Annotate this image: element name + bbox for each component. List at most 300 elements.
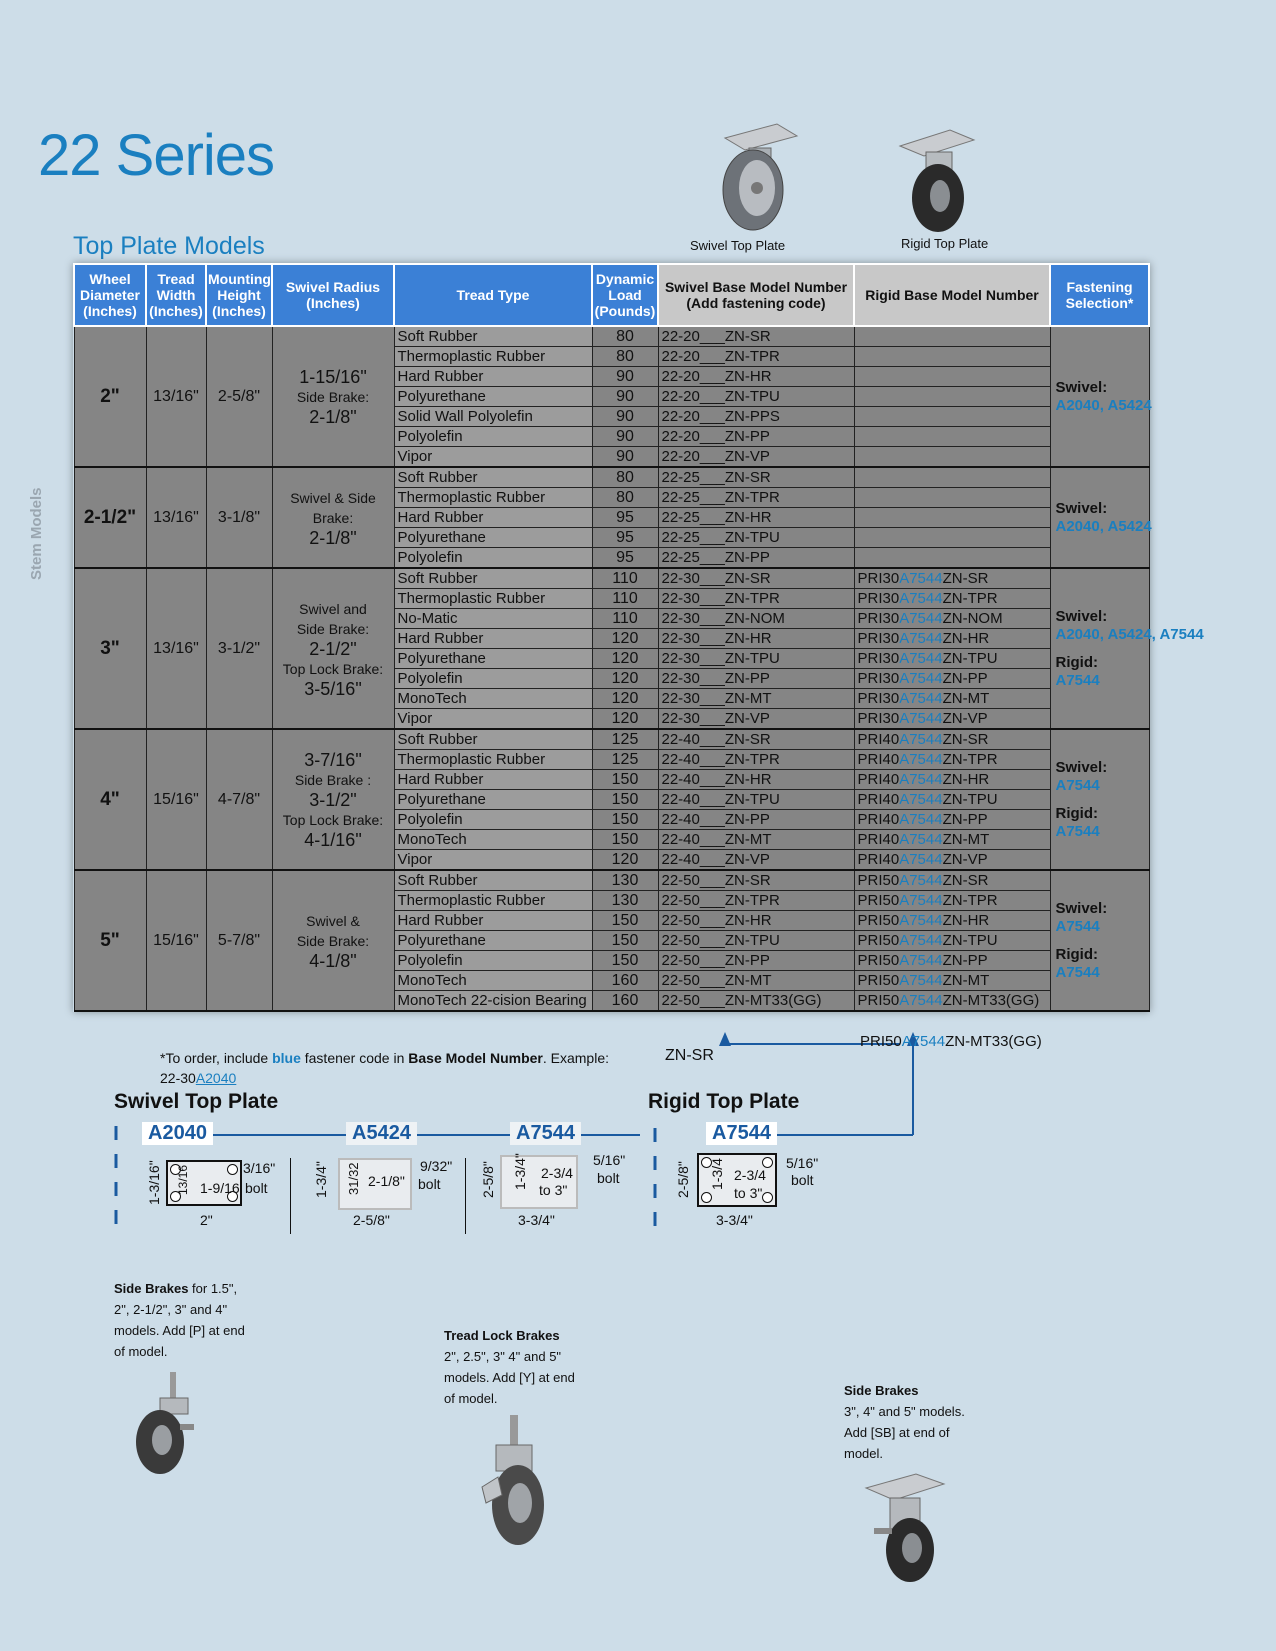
rigid-model-cell xyxy=(854,427,1050,447)
plate-code-A5424: A5424 xyxy=(346,1122,417,1145)
header-swivel-base-model: Swivel Base Model Number (Add fastening code) xyxy=(658,264,854,326)
swivel-radius-line: Brake: xyxy=(312,509,354,526)
fastening-swivel-codes: A2040, A5424, A7544 xyxy=(1055,625,1204,643)
tread-type-cell: MonoTech 22-cision Bearing xyxy=(394,991,592,1012)
swivel-model-cell: 22-40___ZN-MT xyxy=(658,830,854,850)
plate-A7544R-height: 2-5/8" xyxy=(675,1161,691,1198)
swivel-model-cell: 22-30___ZN-SR xyxy=(658,568,854,589)
fastening-rigid-label: Rigid: xyxy=(1055,653,1098,671)
note-side-brakes-large-title: Side Brakes xyxy=(844,1383,919,1398)
swivel-radius-line: 1-15/16" xyxy=(299,366,367,387)
rigid-model-code: A7544 xyxy=(899,811,943,828)
plate-A7544-inner-height: 1-3/4" xyxy=(512,1153,528,1190)
rigid-model-code: A7544 xyxy=(899,690,943,707)
table-row xyxy=(74,568,1149,589)
rigid-model-cell xyxy=(854,629,1050,649)
footnote-bold: Base Model Number xyxy=(408,1050,543,1066)
rigid-model-prefix: PRI30 xyxy=(857,650,900,667)
swivel-model-cell: 22-20___ZN-VP xyxy=(658,447,854,468)
tread-lock-brake-caster-image xyxy=(478,1415,558,1550)
fastening-selection-cell xyxy=(1050,568,1204,729)
spec-table xyxy=(73,263,1204,1012)
dynamic-load-cell: 90 xyxy=(592,367,658,387)
rigid-model-cell xyxy=(854,810,1050,830)
tread-type-cell: Vipor xyxy=(394,709,592,730)
rigid-model-code: A7544 xyxy=(899,731,943,748)
stem-models-label: Stem Models xyxy=(28,487,45,580)
tread-type-cell: Polyolefin xyxy=(394,548,592,569)
note-tread-lock-title: Tread Lock Brakes xyxy=(444,1328,560,1343)
fastening-rigid-label: Rigid: xyxy=(1055,945,1098,963)
swivel-radius-cell xyxy=(272,870,394,1011)
plate-A7544R-bolt: 5/16" xyxy=(786,1155,819,1171)
footnote-mid: fastener code in xyxy=(300,1050,409,1066)
swivel-model-cell: 22-20___ZN-SR xyxy=(658,326,854,347)
swivel-model-cell: 22-25___ZN-SR xyxy=(658,467,854,488)
rigid-model-cell xyxy=(854,407,1050,427)
dashed-divider-left xyxy=(112,1126,120,1231)
swivel-radius-line: Swivel & xyxy=(306,912,360,929)
tread-type-cell: Hard Rubber xyxy=(394,629,592,649)
tread-type-cell: Polyurethane xyxy=(394,528,592,548)
tread-width-cell: 15/16" xyxy=(146,729,206,870)
dynamic-load-cell: 90 xyxy=(592,387,658,407)
rigid-model-prefix: PRI50 xyxy=(857,872,900,889)
tread-type-cell: Soft Rubber xyxy=(394,467,592,488)
swivel-model-cell: 22-20___ZN-TPR xyxy=(658,347,854,367)
note-tread-lock xyxy=(444,1325,579,1409)
rigid-model-cell xyxy=(854,508,1050,528)
tread-type-cell: Hard Rubber xyxy=(394,508,592,528)
rigid-model-prefix: PRI30 xyxy=(857,570,900,587)
swivel-top-plate-caption: Swivel Top Plate xyxy=(690,238,786,253)
dynamic-load-cell: 110 xyxy=(592,589,658,609)
rigid-top-plate-caption: Rigid Top Plate xyxy=(901,236,989,251)
fastening-selection-cell xyxy=(1050,729,1149,870)
swivel-model-cell: 22-30___ZN-VP xyxy=(658,709,854,730)
fastening-swivel-label: Swivel: xyxy=(1055,758,1108,776)
rigid-model-cell xyxy=(854,729,1050,750)
dynamic-load-cell: 150 xyxy=(592,951,658,971)
swivel-radius-cell xyxy=(272,467,394,568)
swivel-radius-cell xyxy=(272,568,394,729)
mounting-height-cell: 4-7/8" xyxy=(206,729,272,870)
plate-A5424-height: 1-3/4" xyxy=(313,1161,329,1198)
swivel-radius-cell xyxy=(272,729,394,870)
rigid-model-code: A7544 xyxy=(899,932,943,949)
plate-A7544-inner-width-2: to 3" xyxy=(539,1182,568,1198)
example-rigid-model xyxy=(860,1033,1042,1050)
bolt-hole-icon xyxy=(701,1192,712,1203)
note-side-brakes-small-text: for 1.5", 2", 2-1/2", 3" and 4" models. Add [P] at end of model. xyxy=(114,1281,245,1359)
dynamic-load-cell: 150 xyxy=(592,830,658,850)
swivel-radius-line: Top Lock Brake: xyxy=(282,811,384,828)
rigid-model-suffix: ZN-TPU xyxy=(942,650,998,667)
tread-width-cell: 13/16" xyxy=(146,568,206,729)
tread-type-cell: Polyurethane xyxy=(394,931,592,951)
rigid-top-plate-caster-image xyxy=(890,126,985,236)
swivel-model-cell: 22-25___ZN-HR xyxy=(658,508,854,528)
rigid-model-code: A7544 xyxy=(899,710,943,727)
rigid-model-cell xyxy=(854,830,1050,850)
note-tread-lock-text: 2", 2.5", 3" 4" and 5" models. Add [Y] at end of model. xyxy=(444,1349,575,1406)
rigid-model-cell xyxy=(854,870,1050,891)
dashed-divider-right xyxy=(651,1128,659,1233)
swivel-model-cell: 22-30___ZN-TPR xyxy=(658,589,854,609)
rigid-model-cell xyxy=(854,750,1050,770)
plate-A2040-height: 1-3/16" xyxy=(146,1160,162,1205)
rigid-model-prefix: PRI30 xyxy=(857,630,900,647)
plate-A2040-inner-height: 13/16 xyxy=(176,1164,190,1195)
wheel-diameter-cell: 2-1/2" xyxy=(74,467,146,568)
swivel-radius-line: 2-1/8" xyxy=(309,406,357,427)
plate-A2040-bolt: 3/16" xyxy=(243,1160,276,1176)
example-rigid-prefix: PRI50 xyxy=(860,1033,902,1050)
rigid-model-suffix: ZN-SR xyxy=(942,731,989,748)
dynamic-load-cell: 125 xyxy=(592,750,658,770)
rigid-model-prefix: PRI50 xyxy=(857,912,900,929)
tread-type-cell: Polyolefin xyxy=(394,427,592,447)
wheel-diameter-cell: 3" xyxy=(74,568,146,729)
tread-type-cell: Polyolefin xyxy=(394,810,592,830)
dynamic-load-cell: 110 xyxy=(592,568,658,589)
tread-type-cell: Hard Rubber xyxy=(394,770,592,790)
swivel-model-cell: 22-30___ZN-PP xyxy=(658,669,854,689)
rigid-model-cell xyxy=(854,649,1050,669)
rigid-model-cell xyxy=(854,971,1050,991)
swivel-radius-line: Side Brake : xyxy=(294,771,372,788)
dynamic-load-cell: 150 xyxy=(592,911,658,931)
rigid-model-suffix: ZN-PP xyxy=(942,952,988,969)
rigid-model-suffix: ZN-TPR xyxy=(942,751,998,768)
wheel-diameter-cell: 5" xyxy=(74,870,146,1011)
rigid-model-suffix: ZN-MT xyxy=(942,690,990,707)
fastening-selection-cell xyxy=(1050,326,1152,467)
dynamic-load-cell: 80 xyxy=(592,347,658,367)
rigid-model-code: A7544 xyxy=(899,590,943,607)
swivel-model-cell: 22-50___ZN-MT xyxy=(658,971,854,991)
swivel-radius-line: 2-1/8" xyxy=(309,527,357,548)
rigid-model-code: A7544 xyxy=(899,771,943,788)
swivel-top-plate-caster-image xyxy=(705,120,805,235)
rigid-model-prefix: PRI50 xyxy=(857,932,900,949)
dynamic-load-cell: 120 xyxy=(592,669,658,689)
swivel-radius-line: 2-1/2" xyxy=(309,638,357,659)
mounting-height-cell: 2-5/8" xyxy=(206,326,272,467)
dynamic-load-cell: 90 xyxy=(592,407,658,427)
rigid-model-code: A7544 xyxy=(899,992,943,1009)
dynamic-load-cell: 150 xyxy=(592,770,658,790)
rigid-model-code: A7544 xyxy=(899,872,943,889)
rigid-model-cell xyxy=(854,568,1050,589)
rigid-model-cell xyxy=(854,669,1050,689)
fastening-rigid-codes: A7544 xyxy=(1055,671,1100,689)
dynamic-load-cell: 120 xyxy=(592,709,658,730)
plate-A7544-bolt: 5/16" xyxy=(593,1152,626,1168)
rigid-model-cell xyxy=(854,850,1050,871)
plate-A5424-width: 2-5/8" xyxy=(353,1212,390,1228)
swivel-radius-line: Side Brake: xyxy=(296,620,370,637)
fastening-swivel-label: Swivel: xyxy=(1055,607,1108,625)
rigid-model-code: A7544 xyxy=(899,650,943,667)
rigid-model-cell xyxy=(854,447,1050,468)
rigid-plate-heading: Rigid Top Plate xyxy=(648,1090,800,1113)
rigid-model-cell xyxy=(854,770,1050,790)
tread-type-cell: Hard Rubber xyxy=(394,911,592,931)
dynamic-load-cell: 130 xyxy=(592,891,658,911)
plate-A5424-bolt-word: bolt xyxy=(418,1176,441,1192)
plate-divider-2 xyxy=(465,1158,466,1234)
plate-divider-1 xyxy=(290,1158,291,1234)
swivel-radius-cell xyxy=(272,326,394,467)
bolt-hole-icon xyxy=(762,1192,773,1203)
footnote xyxy=(160,1048,610,1088)
rigid-model-cell xyxy=(854,548,1050,569)
rigid-model-suffix: ZN-HR xyxy=(942,630,990,647)
swivel-radius-line: 4-1/16" xyxy=(304,829,362,850)
plate-A2040-inner-width: 1-9/16 xyxy=(200,1180,240,1196)
rigid-model-suffix: ZN-PP xyxy=(942,670,988,687)
header-swivel-radius: Swivel Radius (Inches) xyxy=(272,264,394,326)
header-fastening-selection: Fastening Selection* xyxy=(1050,264,1149,326)
plate-A7544R-inner-width-2: to 3" xyxy=(734,1185,763,1201)
swivel-model-cell: 22-40___ZN-PP xyxy=(658,810,854,830)
tread-type-cell: MonoTech xyxy=(394,689,592,709)
swivel-model-cell: 22-20___ZN-HR xyxy=(658,367,854,387)
tread-type-cell: Solid Wall Polyolefin xyxy=(394,407,592,427)
rigid-model-code: A7544 xyxy=(899,972,943,989)
rigid-model-suffix: ZN-TPR xyxy=(942,892,998,909)
plate-code-A7544-rigid: A7544 xyxy=(706,1122,777,1145)
rigid-model-prefix: PRI30 xyxy=(857,590,900,607)
dynamic-load-cell: 80 xyxy=(592,488,658,508)
wheel-diameter-cell: 4" xyxy=(74,729,146,870)
tread-width-cell: 13/16" xyxy=(146,467,206,568)
fastening-selection-cell xyxy=(1050,467,1152,568)
rigid-model-cell xyxy=(854,326,1050,347)
table-body xyxy=(74,326,1204,1011)
rigid-model-suffix: ZN-PP xyxy=(942,811,988,828)
rigid-model-code: A7544 xyxy=(899,791,943,808)
rigid-model-code: A7544 xyxy=(899,892,943,909)
swivel-model-cell: 22-50___ZN-TPU xyxy=(658,931,854,951)
swivel-model-cell: 22-50___ZN-PP xyxy=(658,951,854,971)
fastening-rigid-codes: A7544 xyxy=(1055,963,1100,981)
note-side-brakes-small-title: Side Brakes xyxy=(114,1281,189,1296)
rigid-model-cell xyxy=(854,488,1050,508)
rigid-model-suffix: ZN-SR xyxy=(942,872,989,889)
plate-A2040-bolt-word: bolt xyxy=(245,1180,268,1196)
dynamic-load-cell: 120 xyxy=(592,649,658,669)
dynamic-load-cell: 80 xyxy=(592,326,658,347)
rigid-model-suffix: ZN-MT xyxy=(942,831,990,848)
rigid-model-code: A7544 xyxy=(899,912,943,929)
rigid-model-prefix: PRI50 xyxy=(857,972,900,989)
rigid-model-prefix: PRI30 xyxy=(857,670,900,687)
dynamic-load-cell: 120 xyxy=(592,689,658,709)
mounting-height-cell: 3-1/8" xyxy=(206,467,272,568)
rigid-model-suffix: ZN-TPR xyxy=(942,590,998,607)
plate-A7544R-width: 3-3/4" xyxy=(716,1212,753,1228)
plate-A7544R-bolt-word: bolt xyxy=(791,1172,814,1188)
dynamic-load-cell: 120 xyxy=(592,629,658,649)
rigid-model-cell xyxy=(854,609,1050,629)
side-brake-plate-caster-image xyxy=(860,1472,950,1587)
swivel-radius-line: 3-7/16" xyxy=(304,749,362,770)
swivel-model-cell: 22-50___ZN-HR xyxy=(658,911,854,931)
plate-A5424-inner-width: 2-1/8" xyxy=(368,1173,405,1189)
rigid-model-prefix: PRI50 xyxy=(857,892,900,909)
rigid-model-code: A7544 xyxy=(899,851,943,868)
swivel-model-cell: 22-40___ZN-TPU xyxy=(658,790,854,810)
rigid-model-code: A7544 xyxy=(899,952,943,969)
plate-A7544-bolt-word: bolt xyxy=(597,1170,620,1186)
dynamic-load-cell: 150 xyxy=(592,931,658,951)
rigid-model-prefix: PRI30 xyxy=(857,710,900,727)
rigid-model-prefix: PRI30 xyxy=(857,610,900,627)
tread-type-cell: Thermoplastic Rubber xyxy=(394,891,592,911)
swivel-model-cell: 22-25___ZN-TPR xyxy=(658,488,854,508)
dynamic-load-cell: 95 xyxy=(592,548,658,569)
tread-width-cell: 13/16" xyxy=(146,326,206,467)
tread-type-cell: Polyolefin xyxy=(394,669,592,689)
dynamic-load-cell: 95 xyxy=(592,528,658,548)
swivel-model-cell: 22-50___ZN-TPR xyxy=(658,891,854,911)
rigid-model-cell xyxy=(854,991,1050,1012)
tread-type-cell: MonoTech xyxy=(394,971,592,991)
rigid-model-suffix: ZN-HR xyxy=(942,771,990,788)
swivel-radius-line: 4-1/8" xyxy=(309,950,357,971)
rigid-model-cell xyxy=(854,911,1050,931)
rigid-model-prefix: PRI40 xyxy=(857,811,900,828)
plate-A7544R-inner-width: 2-3/4 xyxy=(734,1167,766,1183)
swivel-radius-line: 3-5/16" xyxy=(304,678,362,699)
rigid-model-suffix: ZN-TPU xyxy=(942,932,998,949)
fastening-swivel-codes: A7544 xyxy=(1055,776,1100,794)
rigid-model-code: A7544 xyxy=(899,630,943,647)
footnote-example-code: A2040 xyxy=(195,1070,237,1086)
swivel-model-cell: 22-20___ZN-PP xyxy=(658,427,854,447)
dynamic-load-cell: 125 xyxy=(592,729,658,750)
rigid-model-suffix: ZN-MT33(GG) xyxy=(942,992,1040,1009)
dynamic-load-cell: 150 xyxy=(592,790,658,810)
plate-A7544-height: 2-5/8" xyxy=(480,1161,496,1198)
tread-type-cell: Thermoplastic Rubber xyxy=(394,589,592,609)
dynamic-load-cell: 95 xyxy=(592,508,658,528)
wheel-diameter-cell: 2" xyxy=(74,326,146,467)
header-tread-type: Tread Type xyxy=(394,264,592,326)
rigid-model-cell xyxy=(854,931,1050,951)
footnote-tail: . Example: 22-30 xyxy=(160,1050,609,1086)
swivel-radius-line: 3-1/2" xyxy=(309,789,357,810)
bolt-hole-icon xyxy=(227,1164,238,1175)
rigid-model-cell xyxy=(854,589,1050,609)
rigid-model-suffix: ZN-SR xyxy=(942,570,989,587)
swivel-model-cell: 22-40___ZN-HR xyxy=(658,770,854,790)
tread-type-cell: Polyolefin xyxy=(394,951,592,971)
plate-A5424-bolt: 9/32" xyxy=(420,1158,453,1174)
plate-code-A2040: A2040 xyxy=(142,1122,213,1145)
swivel-model-cell: 22-25___ZN-PP xyxy=(658,548,854,569)
swivel-model-cell: 22-50___ZN-SR xyxy=(658,870,854,891)
table-row xyxy=(74,870,1149,891)
tread-type-cell: Vipor xyxy=(394,447,592,468)
rigid-model-code: A7544 xyxy=(899,610,943,627)
rigid-model-prefix: PRI50 xyxy=(857,952,900,969)
fastening-swivel-codes: A7544 xyxy=(1055,917,1100,935)
dynamic-load-cell: 160 xyxy=(592,991,658,1012)
dynamic-load-cell: 90 xyxy=(592,427,658,447)
rigid-model-prefix: PRI40 xyxy=(857,751,900,768)
tread-type-cell: Polyurethane xyxy=(394,649,592,669)
dynamic-load-cell: 160 xyxy=(592,971,658,991)
rigid-model-cell xyxy=(854,367,1050,387)
fastening-swivel-label: Swivel: xyxy=(1055,499,1108,517)
tread-width-cell: 15/16" xyxy=(146,870,206,1011)
fastening-swivel-label: Swivel: xyxy=(1055,899,1108,917)
dynamic-load-cell: 150 xyxy=(592,810,658,830)
rigid-model-cell xyxy=(854,387,1050,407)
fastening-rigid-label: Rigid: xyxy=(1055,804,1098,822)
header-tread-width: Tread Width (Inches) xyxy=(146,264,206,326)
rigid-model-prefix: PRI40 xyxy=(857,831,900,848)
swivel-model-cell: 22-30___ZN-NOM xyxy=(658,609,854,629)
rigid-model-code: A7544 xyxy=(899,751,943,768)
swivel-model-cell: 22-30___ZN-TPU xyxy=(658,649,854,669)
tread-type-cell: Vipor xyxy=(394,850,592,871)
dynamic-load-cell: 80 xyxy=(592,467,658,488)
rigid-model-cell xyxy=(854,951,1050,971)
tread-type-cell: Polyurethane xyxy=(394,790,592,810)
dynamic-load-cell: 130 xyxy=(592,870,658,891)
tread-type-cell: Thermoplastic Rubber xyxy=(394,750,592,770)
note-side-brakes-large xyxy=(844,1380,969,1464)
swivel-model-cell: 22-20___ZN-TPU xyxy=(658,387,854,407)
rigid-model-cell xyxy=(854,347,1050,367)
rigid-model-prefix: PRI50 xyxy=(857,992,900,1009)
table-row xyxy=(74,467,1149,488)
rigid-model-code: A7544 xyxy=(899,831,943,848)
tread-type-cell: Polyurethane xyxy=(394,387,592,407)
mounting-height-cell: 5-7/8" xyxy=(206,870,272,1011)
plate-A7544-width: 3-3/4" xyxy=(518,1212,555,1228)
header-wheel-diameter: Wheel Diameter (Inches) xyxy=(74,264,146,326)
swivel-radius-line: Side Brake: xyxy=(296,388,370,405)
swivel-model-cell: 22-25___ZN-TPU xyxy=(658,528,854,548)
rigid-model-prefix: PRI40 xyxy=(857,851,900,868)
rigid-model-suffix: ZN-TPU xyxy=(942,791,998,808)
rigid-model-cell xyxy=(854,467,1050,488)
plate-code-A7544-swivel: A7544 xyxy=(510,1122,581,1145)
swivel-radius-line: Side Brake: xyxy=(296,932,370,949)
table-header-row xyxy=(74,264,1149,326)
rigid-model-cell xyxy=(854,689,1050,709)
page-title: 22 Series xyxy=(38,123,275,188)
section-title: Top Plate Models xyxy=(73,232,265,260)
footnote-lead: *To order, include xyxy=(160,1050,273,1066)
fastening-swivel-codes: A2040, A5424 xyxy=(1055,396,1152,414)
tread-type-cell: Thermoplastic Rubber xyxy=(394,347,592,367)
tread-type-cell: Hard Rubber xyxy=(394,367,592,387)
tread-type-cell: No-Matic xyxy=(394,609,592,629)
plate-A7544R-inner-height: 1-3/4 xyxy=(709,1158,725,1190)
rigid-model-suffix: ZN-MT xyxy=(942,972,990,989)
swivel-model-cell: 22-40___ZN-TPR xyxy=(658,750,854,770)
rigid-model-cell xyxy=(854,891,1050,911)
note-side-brakes-large-text: 3", 4" and 5" models. Add [SB] at end of model. xyxy=(844,1404,965,1461)
swivel-model-cell: 22-20___ZN-PPS xyxy=(658,407,854,427)
plate-A7544-inner-width: 2-3/4 xyxy=(541,1165,573,1181)
